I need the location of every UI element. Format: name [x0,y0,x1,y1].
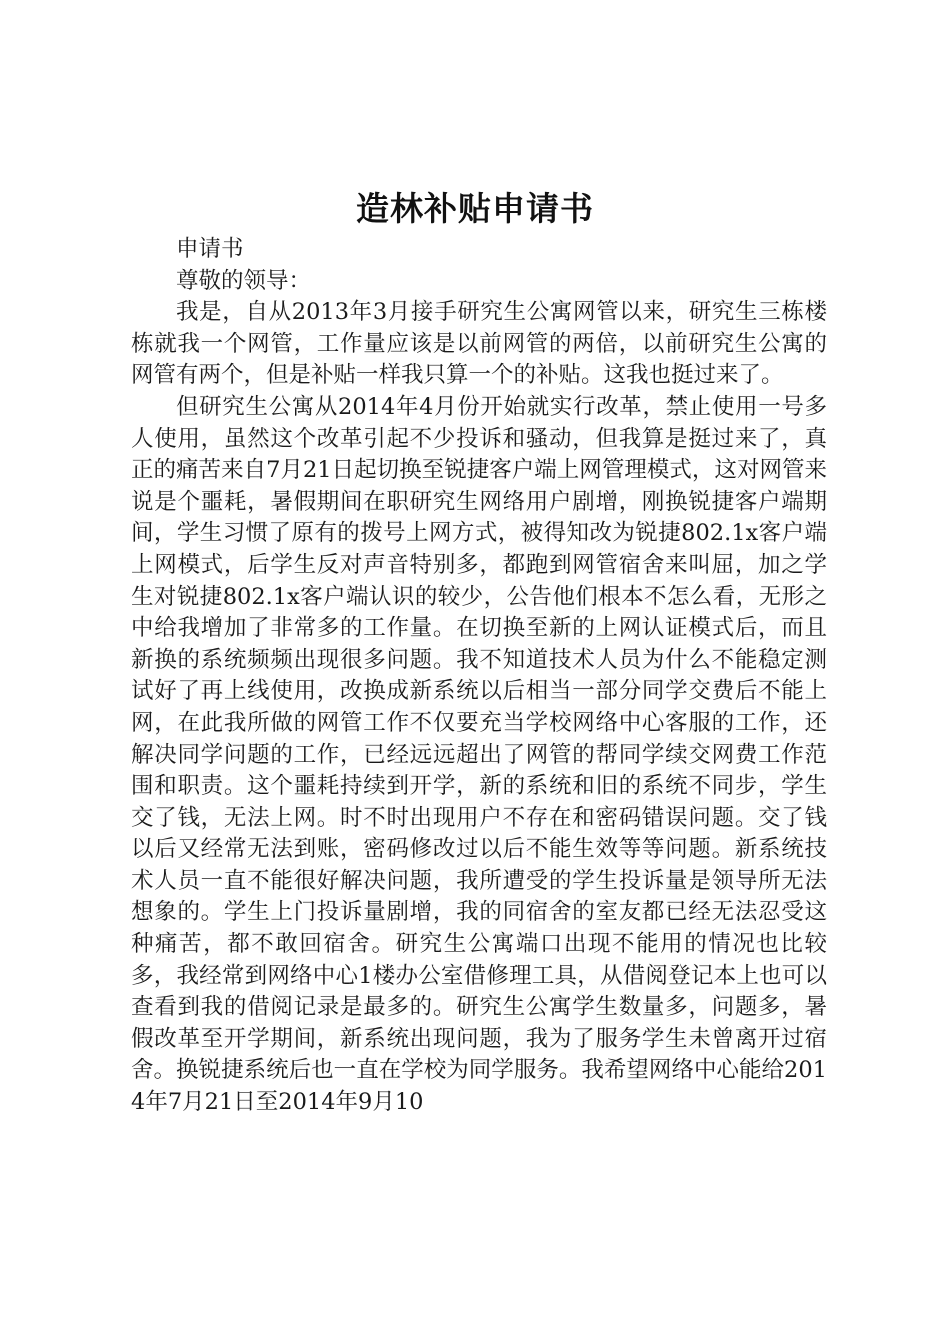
document-title: 造林补贴申请书 [356,189,594,228]
paragraph-heading: 申请书 [176,236,244,262]
document-body [131,234,827,1119]
paragraph-introduction: 我是，自从2013年3月接手研究生公寓网管以来，研究生三栋楼栋就我一个网管，工作量应该是以前网管的两倍，以前研究生公寓的网管有两个，但是补贴一样我只算一个的补贴。这我也挺过来了。 [131,299,827,389]
paragraph-salutation: 尊敬的领导： [176,267,312,294]
paragraph-main: 但研究生公寓从2014年4月份开始就实行改革，禁止使用一号多人使用，虽然这个改革引起不少投诉和骚动，但我算是挺过来了，真正的痛苦来自7月21日起切换至锐捷客户端上网管理模式，这对网管来说是个噩耗，暑假期间在职研究生网络用户剧增，刚换锐捷客户端期间，学生习惯了原有的拨号上网方式，被得知改为锐捷802.1x客户端上网模式，后学生反对声音特别多，都跑到网管宿舍来叫屈，加之学生对锐捷802.1x客户端认识的较少，公告他们根本不怎么看，无形之中给我增加了非常多的工作量。在切换至新的上网认证模式后，而且新换的系统频频出现很多问题。我不知道技术人员为什么不能稳定测试好了再上线使用，改换成新系统以后相当一部分同学交费后不能上网，在此我所做的网管工作不仅要充当学校网络中心客服的工作，还解决同学问题的工作，已经远远超出了网管的帮同学续交网费工作范围和职责。这个噩耗持续到开学，新的系统和旧的系统不同步，学生交了钱，无法上网。时不时出现用户不存在和密码错误问题。交了钱以后又经常无法到账，密码修改过以后不能生效等等问题。新系统技术人员一直不能很好解决问题，我所遭受的学生投诉量是领导所无法想象的。学生上门投诉量剧增，我的同宿舍的室友都已经无法忍受这种痛苦，都不敢回宿舍。研究生公寓端口出现不能用的情况也比较多，我经常到网络中心1楼办公室借修理工具，从借阅登记本上也可以查看到我的借阅记录是最多的。研究生公寓学生数量多，问题多，暑假改革至开学期间，新系统出现问题，我为了服务学生未曾离开过宿舍。换锐捷系统后也一直在学校为同学服务。我希望网络中心能给2014年7月21日至2014年9月10 [131,393,827,1116]
